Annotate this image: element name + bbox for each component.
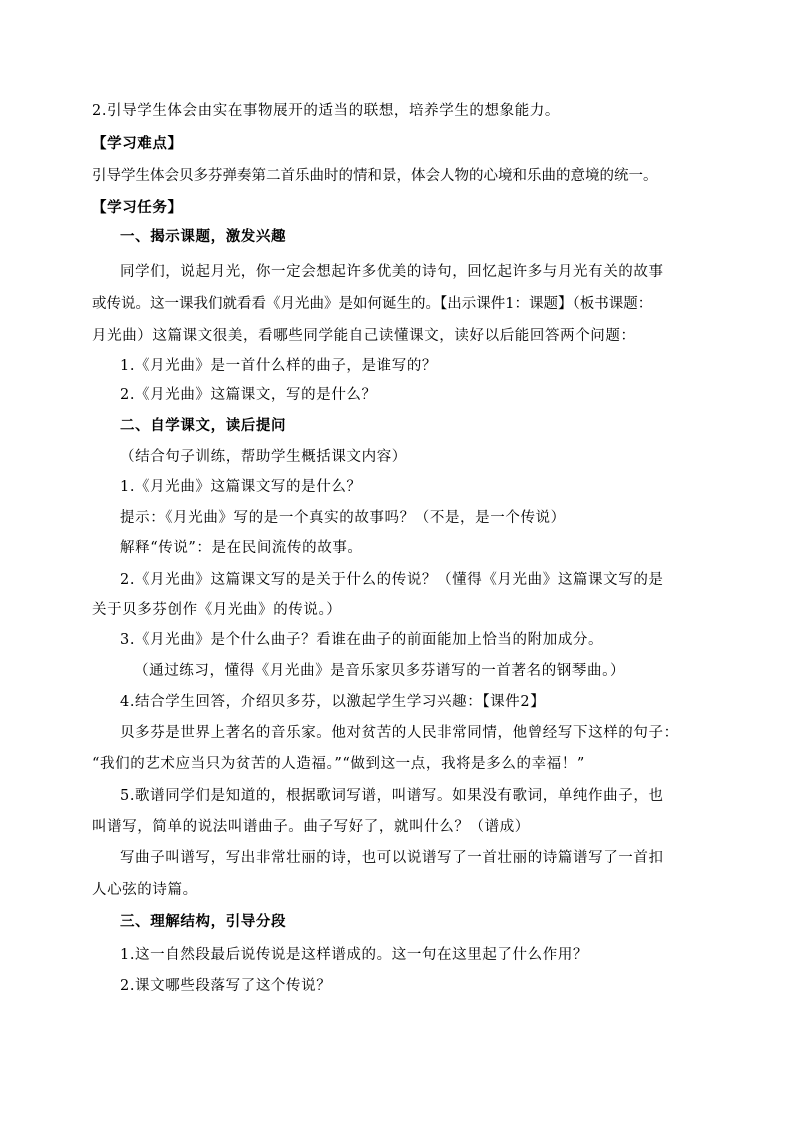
hint-line: 提示：《月光曲》写的是一个真实的故事吗？（不是，是一个传说）	[120, 510, 566, 526]
question-line: 3.《月光曲》是个什么曲子？看谁在曲子的前面能加上恰当的附加成分。	[120, 632, 604, 648]
difficulty-text: 引导学生体会贝多芬弹奏第二首乐曲时的情和景，体会人物的心境和乐曲的意境的统一。	[92, 168, 658, 184]
paragraph-line: 人心弦的诗篇。	[92, 882, 198, 898]
paragraph-line: 叫谱写，简单的说法叫谱曲子。曲子写好了，就叫什么？（谱成）	[92, 819, 530, 835]
section-heading-3: 三、理解结构，引导分段	[120, 913, 287, 930]
paragraph-line: 或传说。这一课我们就看看《月光曲》是如何诞生的。【出示课件1：课题】（板书课题：	[92, 296, 653, 312]
paragraph-line: 贝多芬是世界上著名的音乐家。他对贫苦的人民非常同情，他曾经写下这样的句子：	[120, 725, 679, 741]
section-heading-2: 二、自学课文，读后提问	[120, 417, 287, 434]
paragraph-line: （结合句子训练，帮助学生概括课文内容）	[120, 449, 407, 465]
question-line: 4.结合学生回答，介绍贝多芬，以激起学生学习兴趣：【课件2】	[120, 694, 546, 710]
question-line: 1.《月光曲》是一首什么样的曲子，是谁写的？	[120, 358, 438, 374]
paragraph-line: 写曲子叫谱写，写出非常壮丽的诗，也可以说谱写了一首壮丽的诗篇谱写了一首扣	[120, 850, 664, 866]
question-line: 2.课文哪些段落写了这个传说？	[120, 978, 332, 994]
paragraph-line: 同学们，说起月光，你一定会想起许多优美的诗句，回忆起许多与月光有关的故事	[120, 264, 664, 280]
question-line: 2.《月光曲》这篇课文，写的是什么？	[120, 387, 377, 403]
paragraph-line: （通过练习，懂得《月光曲》是音乐家贝多芬谱写的一首著名的钢琴曲。）	[134, 663, 626, 679]
question-line: 2.《月光曲》这篇课文写的是关于什么的传说？（懂得《月光曲》这篇课文写的是	[120, 572, 664, 588]
question-line: 5.歌谱同学们是知道的，根据歌词写谱，叫谱写。如果没有歌词，单纯作曲子，也	[120, 788, 664, 804]
quote-line: “我们的艺术应当只为贫苦的人造福。”“做到这一点，我将是多么的幸福！”	[92, 756, 585, 772]
heading-difficulties: 【学习难点】	[92, 135, 183, 152]
paragraph-line: 月光曲）这篇课文很美，看哪些同学能自己读懂课文，读好以后能回答两个问题：	[92, 328, 636, 344]
question-line: 1.《月光曲》这篇课文写的是什么？	[120, 479, 362, 495]
explanation-line: 解释“传说”：是在民间流传的故事。	[120, 540, 363, 556]
paragraph-line: 关于贝多芬创作《月光曲》的传说。）	[92, 602, 342, 618]
section-heading-1: 一、揭示课题，激发兴趣	[120, 228, 287, 245]
objective-line-2: 2.引导学生体会由实在事物展开的适当的联想，培养学生的想象能力。	[92, 103, 561, 119]
heading-tasks: 【学习任务】	[92, 199, 183, 216]
question-line: 1.这一自然段最后说传说是这样谱成的。这一句在这里起了什么作用？	[120, 947, 589, 963]
